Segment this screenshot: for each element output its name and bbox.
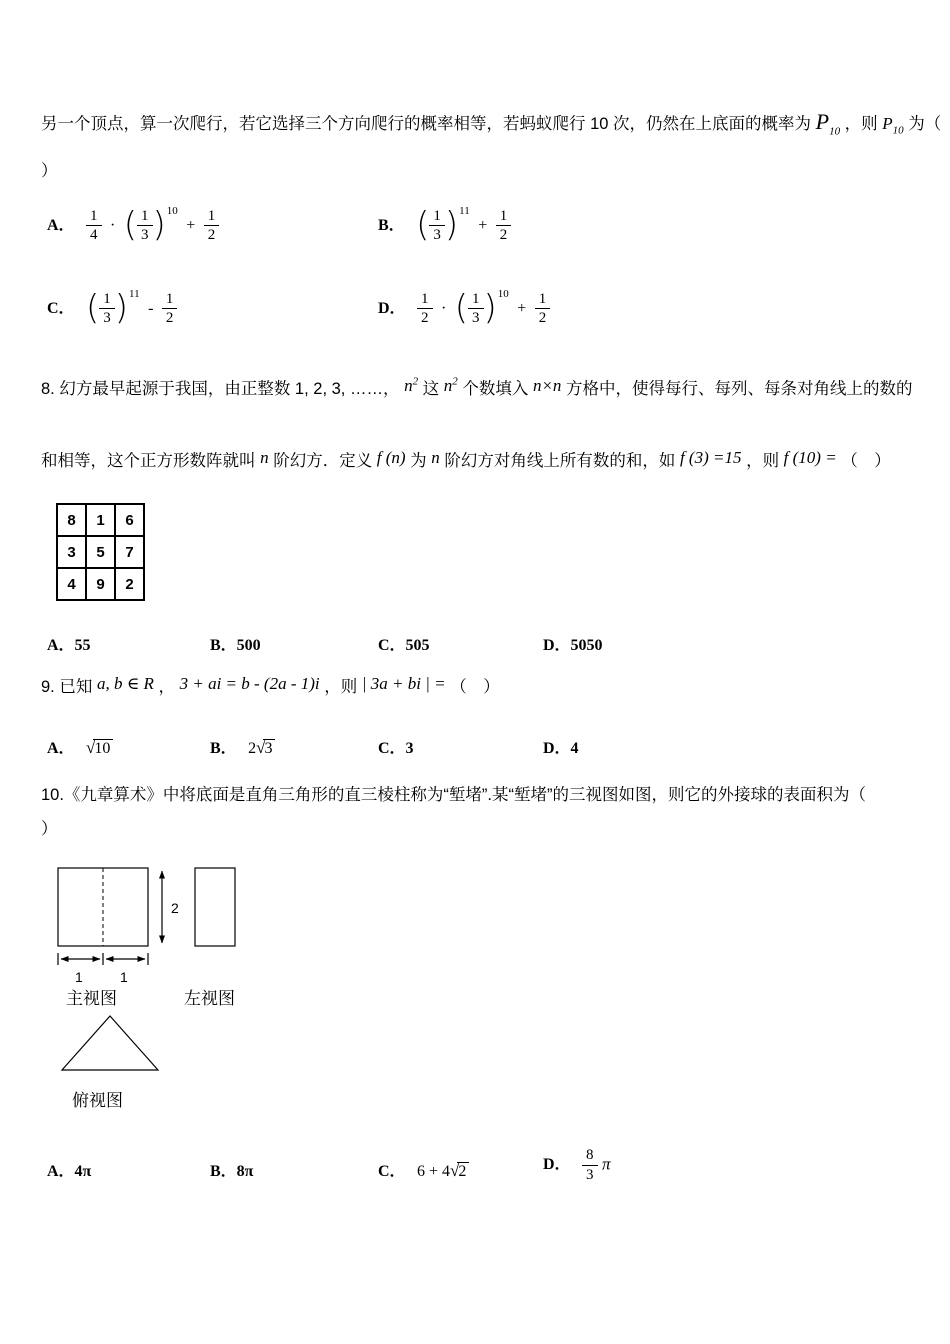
left-paren: (	[416, 205, 430, 246]
height-dimension-label: 2	[171, 900, 179, 916]
expression-text: 6 + 4	[417, 1163, 451, 1180]
exponent: 11	[129, 288, 140, 300]
q7-stem-text-1: 另一个顶点，算一次爬行，若它选择三个方向爬行的概率相等，若蚂蚁爬行 10 次，仍然在上底面的概率为	[41, 115, 812, 133]
q7-option-b	[378, 205, 511, 245]
operator-minus: -	[148, 299, 154, 317]
radicand: 3	[263, 739, 275, 758]
magic-square-cell: 9	[86, 568, 115, 600]
option-label: A．	[47, 740, 75, 757]
fraction-denominator: 2	[417, 308, 433, 328]
q10-option-c	[378, 1158, 469, 1181]
magic-square-row	[57, 504, 144, 536]
q8-stem-text-1: 8. 幻方最早起源于我国，由正整数 1, 2, 3, ……，	[41, 380, 400, 398]
option-text: C．3	[378, 740, 414, 757]
radical-sign: √	[450, 1161, 460, 1180]
operator-dot: ·	[440, 299, 447, 317]
coefficient: 2	[248, 740, 257, 757]
width-dimension-label-2: 1	[120, 969, 128, 985]
radical-sign: √	[86, 738, 96, 757]
q10-stem-line1: 10.《九章算术》中将底面是直角三角形的直三棱柱称为“堑堵”.某“堑堵”的三视图如图，则它的外接球的表面积为（	[41, 786, 866, 804]
exponent: 10	[166, 205, 178, 217]
option-label: C．	[47, 300, 75, 317]
fraction	[468, 290, 484, 329]
math-modulus-expression: | 3a + bi | =	[361, 674, 446, 693]
n-exponent: 2	[412, 375, 419, 388]
fraction-numerator: 1	[538, 290, 547, 307]
option-label: A．	[47, 217, 75, 234]
magic-square-cell: 6	[115, 504, 144, 536]
fraction-denominator: 2	[204, 225, 220, 245]
fraction-denominator: 2	[496, 225, 512, 245]
magic-square	[56, 503, 145, 601]
q8-stem-text-8: 阶幻方对角线上所有数的和，如	[444, 452, 676, 470]
side-view-rect	[195, 868, 235, 946]
math-complex-equation: 3 + ai = b - (2a - 1)i	[179, 674, 320, 693]
n-base: n	[443, 376, 453, 395]
q8-stem-text-4: 方格中，使得每行、每列、每条对角线上的数的	[566, 380, 913, 398]
q7-p2-base: P	[882, 114, 893, 133]
fraction-numerator: 1	[207, 207, 216, 224]
fraction	[204, 207, 220, 246]
q9-stem	[41, 670, 500, 700]
option-label: D．	[543, 1156, 571, 1174]
pi-symbol: π	[601, 1154, 611, 1174]
n-exponent: 2	[452, 375, 458, 388]
radical-sign: √	[256, 738, 266, 757]
q9-stem-text-1: 9. 已知	[41, 678, 93, 696]
option-text: C．505	[378, 637, 430, 654]
fraction-numerator: 1	[141, 207, 149, 224]
option-text: A．4π	[47, 1163, 92, 1180]
math-f-of-n: f (n)	[376, 448, 406, 467]
magic-square-cell: 1	[86, 504, 115, 536]
q7-p1-base: P	[815, 109, 830, 134]
square-root	[450, 1161, 469, 1181]
operator-plus: +	[478, 216, 488, 234]
square-root	[256, 738, 275, 758]
q7-p2-sub: 10	[892, 124, 904, 137]
math-a-b-in-r: a, b ∈ R	[96, 674, 154, 693]
option-label: B．	[210, 740, 237, 757]
fraction	[99, 290, 115, 329]
fraction-denominator: 3	[99, 308, 115, 328]
q9-option-a	[47, 735, 113, 758]
q9-option-d	[543, 735, 579, 758]
fraction-numerator: 1	[90, 207, 98, 224]
width-dimension-label-1: 1	[75, 969, 83, 985]
fraction-denominator: 2	[162, 308, 178, 328]
fraction-denominator: 3	[429, 225, 445, 245]
option-label: C．	[378, 1163, 406, 1180]
q10-stem-line2: ）	[41, 820, 58, 838]
q9-stem-text-3: ，则	[324, 678, 358, 696]
q9-stem-text-2: ，	[158, 678, 176, 696]
radicand: 2	[457, 1162, 469, 1181]
option-text: D．5050	[543, 637, 603, 654]
math-f-of-3: f (3) =15	[679, 448, 742, 467]
math-n-squared-1	[404, 376, 418, 395]
q7-stem-text-2: ，则	[844, 115, 878, 133]
q7-option-a	[47, 205, 219, 245]
math-n: n	[260, 448, 269, 467]
fraction	[137, 207, 153, 246]
fraction-denominator: 4	[86, 225, 102, 245]
fraction	[535, 290, 551, 329]
n-base: n	[404, 376, 413, 395]
q7-option-d	[378, 288, 550, 328]
option-text: B．500	[210, 637, 261, 654]
radicand: 10	[93, 739, 113, 758]
option-label: D．	[378, 300, 406, 317]
right-paren: )	[114, 288, 129, 329]
option-text: D．4	[543, 740, 579, 757]
square-root	[86, 738, 113, 758]
exponent: 11	[459, 205, 470, 217]
q7-stem-line1	[41, 104, 941, 141]
magic-square-cell: 7	[115, 536, 144, 568]
option-text: B．8π	[210, 1163, 254, 1180]
fraction-numerator: 8	[586, 1147, 594, 1163]
left-paren: (	[123, 205, 138, 246]
operator-dot: ·	[109, 216, 116, 234]
magic-square-cell: 2	[115, 568, 144, 600]
q7-stem-line2: ）	[41, 162, 58, 180]
option-label: B．	[378, 217, 405, 234]
right-paren: )	[483, 288, 497, 329]
fraction-numerator: 1	[433, 207, 441, 224]
q7-p1-sub: 10	[829, 125, 841, 138]
math-n-squared-2	[444, 376, 458, 395]
q8-option-c	[378, 632, 430, 655]
top-view-triangle	[62, 1016, 158, 1070]
q8-stem-text-9: ，则	[746, 452, 780, 470]
operator-plus: +	[186, 216, 196, 234]
magic-square-cell: 8	[57, 504, 86, 536]
math-f-of-10: f (10) =	[783, 448, 837, 467]
right-paren: )	[152, 205, 166, 246]
fraction-denominator: 3	[468, 308, 484, 328]
fraction-numerator: 1	[472, 290, 480, 307]
q8-stem-text-7: 为	[410, 452, 427, 470]
q10-option-a	[47, 1158, 91, 1181]
fraction-denominator: 2	[535, 308, 551, 328]
fraction-denominator: 3	[137, 225, 153, 245]
q8-stem-text-10: （ ）	[841, 452, 891, 470]
q8-stem-text-6: 阶幻方．定义	[273, 452, 373, 470]
math-n: n	[431, 448, 440, 467]
fraction-numerator: 1	[421, 290, 429, 307]
option-text: A．55	[47, 637, 91, 654]
q8-stem-line2	[41, 444, 891, 474]
side-view-label: 左视图	[184, 989, 235, 1008]
q8-stem-text-3: 个数填入	[462, 380, 529, 398]
q7-stem-text-3: 为（	[908, 115, 942, 133]
fraction-numerator: 1	[103, 290, 111, 307]
q8-option-d	[543, 632, 603, 655]
fraction-numerator: 1	[499, 207, 508, 224]
magic-square-row	[57, 568, 144, 600]
q8-option-b	[210, 632, 261, 655]
math-n-times-n: n×n	[532, 376, 562, 395]
magic-square-cell: 5	[86, 536, 115, 568]
fraction-numerator: 1	[165, 290, 174, 307]
magic-square-row	[57, 536, 144, 568]
q10-option-b	[210, 1158, 253, 1181]
fraction	[86, 207, 102, 246]
exponent: 10	[497, 288, 509, 300]
q7-probability-symbol-small	[882, 114, 904, 137]
left-paren: (	[86, 288, 100, 329]
fraction	[417, 290, 433, 329]
fraction	[582, 1146, 598, 1185]
fraction	[496, 207, 512, 246]
front-view-label: 主视图	[66, 989, 117, 1008]
fraction	[429, 207, 445, 246]
three-view-diagram	[40, 858, 302, 1104]
q7-option-c	[47, 288, 177, 328]
fraction-denominator: 3	[582, 1165, 598, 1185]
magic-square-cell: 4	[57, 568, 86, 600]
q9-option-c	[378, 735, 414, 758]
q8-stem-text-2: 这	[422, 380, 440, 398]
q8-stem-line1	[41, 372, 913, 402]
left-paren: (	[454, 288, 469, 329]
top-view-label: 俯视图	[72, 1091, 123, 1110]
q9-option-b	[210, 735, 275, 758]
q7-probability-symbol-large	[815, 109, 841, 138]
right-paren: )	[444, 205, 459, 246]
fraction	[162, 290, 178, 329]
q8-option-a	[47, 632, 91, 655]
q10-option-d	[543, 1146, 611, 1185]
q8-stem-text-5: 和相等，这个正方形数阵就叫	[41, 452, 256, 470]
magic-square-cell: 3	[57, 536, 86, 568]
operator-plus: +	[517, 299, 527, 317]
q9-stem-text-4: （ ）	[450, 678, 500, 696]
